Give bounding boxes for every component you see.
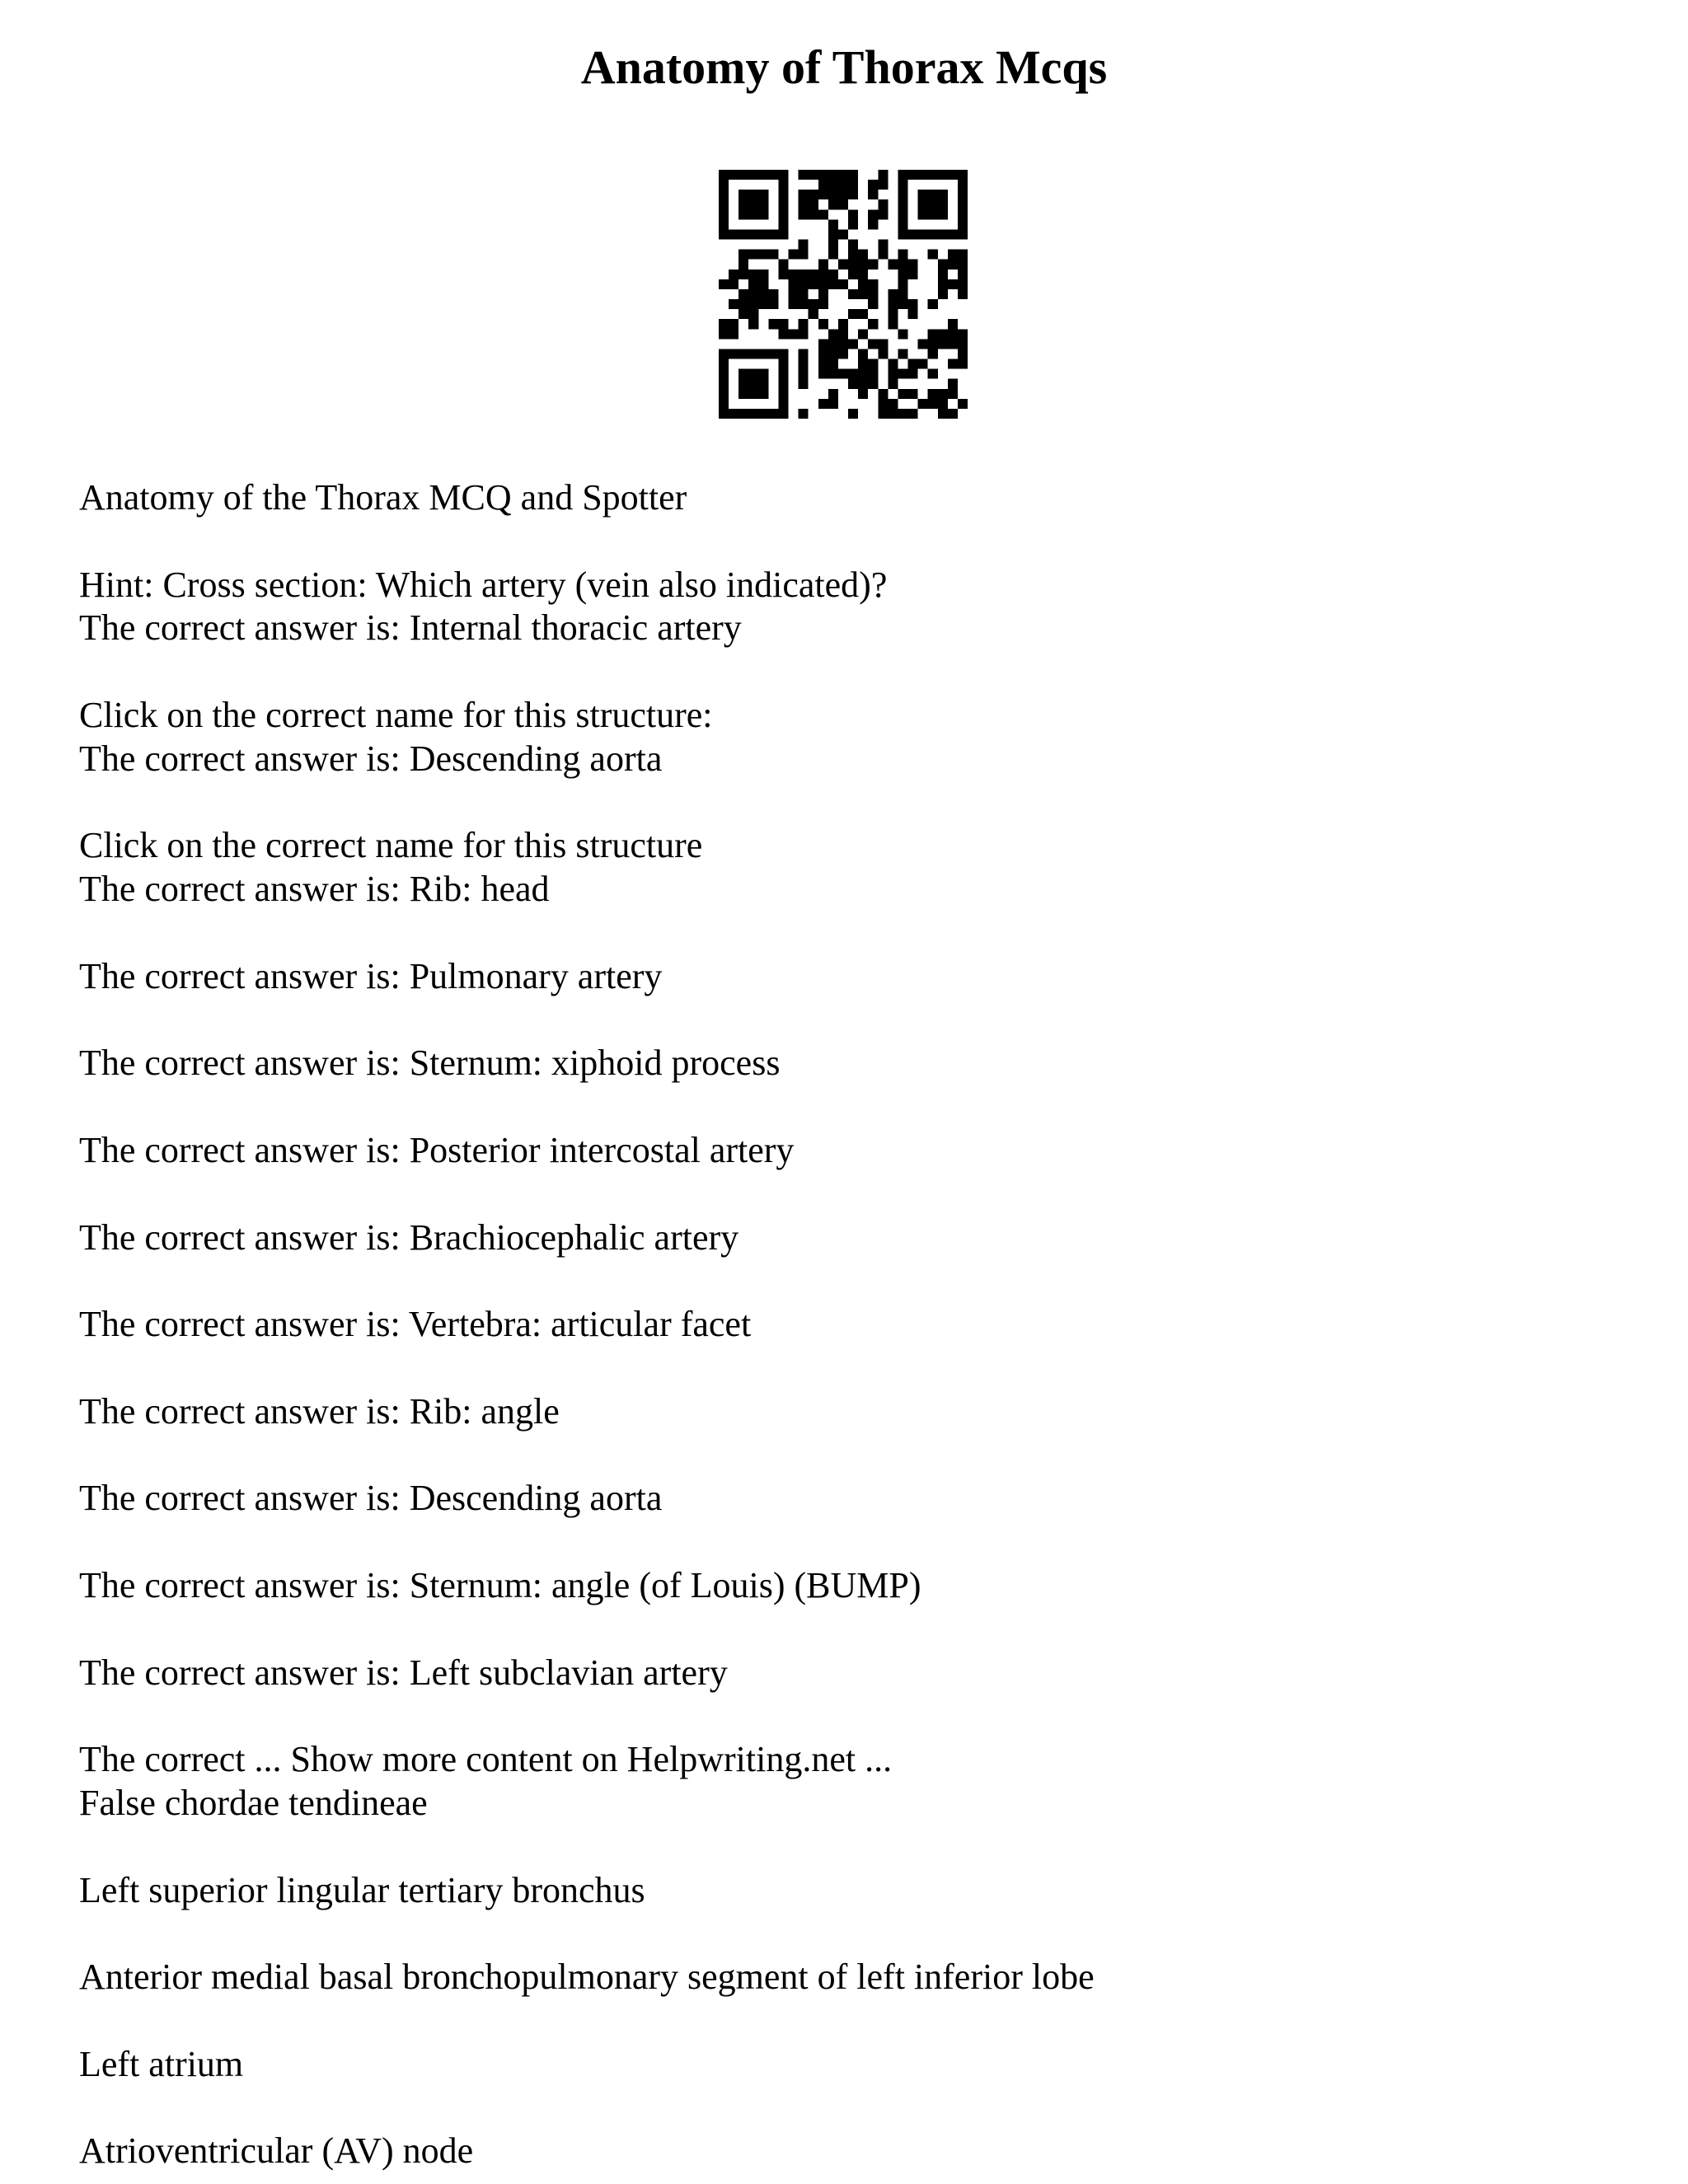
text-line: Left atrium	[79, 2043, 244, 2084]
blank-line	[79, 1999, 1629, 2043]
page-title: Anatomy of Thorax Mcqs	[580, 40, 1108, 94]
blank-line	[79, 1259, 1629, 1303]
text-line: The correct answer is: Sternum: angle (of Louis) (BUMP)	[79, 1564, 921, 1605]
text-line: The correct ... Show more content on Helpwriting.net ...	[79, 1739, 893, 1780]
text-line: The correct answer is: Internal thoracic artery	[79, 607, 742, 649]
blank-line	[79, 781, 1629, 825]
text-line: The correct answer is: Left subclavian artery	[79, 1652, 728, 1693]
blank-line	[79, 1608, 1629, 1652]
document-body	[79, 476, 1629, 2173]
blank-line	[79, 1912, 1629, 1956]
blank-line	[79, 1434, 1629, 1478]
blank-line	[79, 1521, 1629, 1564]
text-line: The correct answer is: Descending aorta	[79, 738, 663, 779]
text-line: False chordae tendineae	[79, 1782, 428, 1823]
blank-line	[79, 2086, 1629, 2130]
text-line: Click on the correct name for this structure:	[79, 694, 713, 735]
blank-line	[79, 999, 1629, 1043]
text-line: The correct answer is: Rib: head	[79, 869, 550, 910]
text-line: Anterior medial basal bronchopulmonary segment of left inferior lobe	[79, 1957, 1095, 1998]
blank-line	[79, 1347, 1629, 1390]
text-line: The correct answer is: Descending aorta	[79, 1478, 663, 1519]
blank-line	[79, 1173, 1629, 1216]
text-line: The correct answer is: Posterior intercostal artery	[79, 1129, 795, 1170]
text-line: The correct answer is: Pulmonary artery	[79, 955, 663, 996]
blank-line	[79, 912, 1629, 955]
text-line: Hint: Cross section: Which artery (vein also indicated)?	[79, 564, 888, 605]
text-line: The correct answer is: Vertebra: articular facet	[79, 1304, 752, 1345]
blank-line	[79, 650, 1629, 694]
blank-line	[79, 520, 1629, 564]
text-line: Anatomy of the Thorax MCQ and Spotter	[79, 477, 687, 518]
text-line: The correct answer is: Brachiocephalic artery	[79, 1216, 739, 1258]
text-line: Click on the correct name for this structure	[79, 825, 703, 866]
text-line: The correct answer is: Sternum: xiphoid process	[79, 1043, 781, 1084]
text-line: The correct answer is: Rib: angle	[79, 1390, 560, 1432]
blank-line	[79, 1694, 1629, 1738]
text-line: Left superior lingular tertiary bronchus	[79, 1869, 645, 1910]
text-line: Atrioventricular (AV) node	[79, 2130, 474, 2172]
qr-code-icon	[719, 170, 968, 419]
blank-line	[79, 1825, 1629, 1869]
blank-line	[79, 1085, 1629, 1129]
